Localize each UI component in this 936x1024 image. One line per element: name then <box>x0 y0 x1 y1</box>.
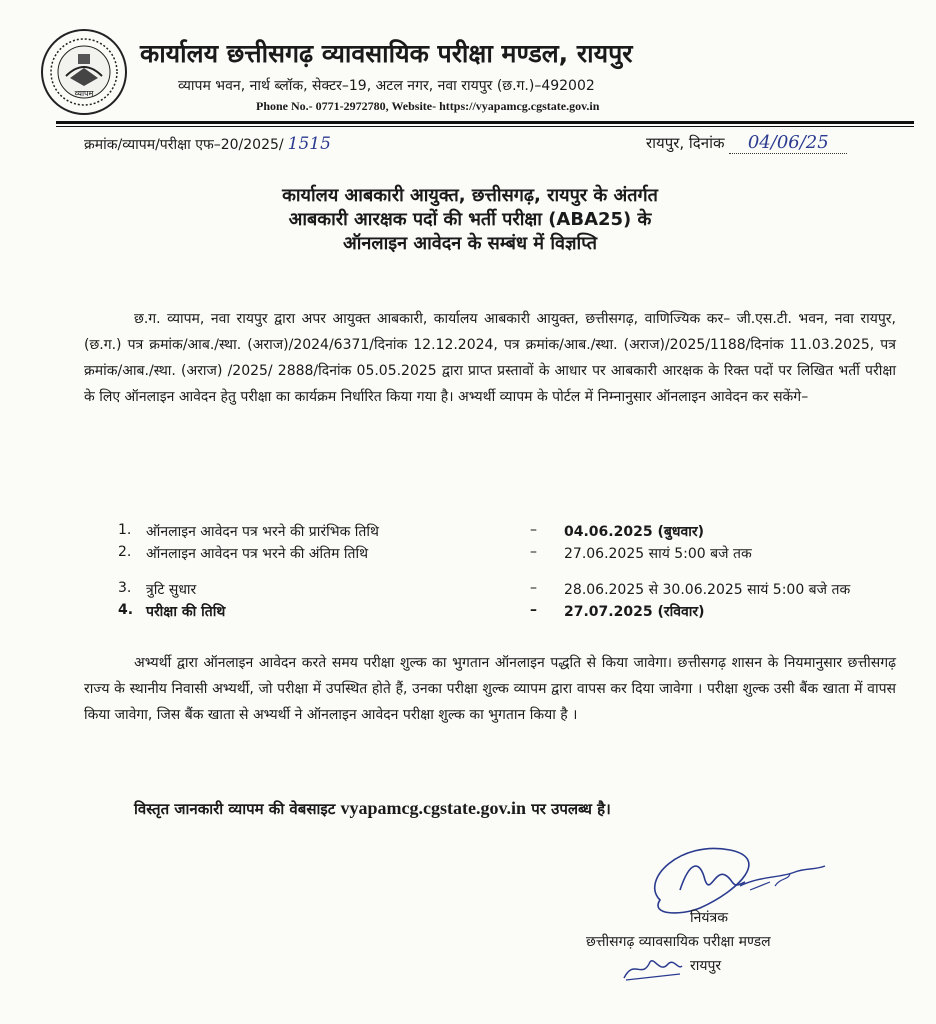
letterhead-divider-thick <box>56 121 914 124</box>
date-value-handwritten: 04/06/25 <box>729 132 847 154</box>
organization-title: कार्यालय छत्तीसगढ़ व्यावसायिक परीक्षा मण्डल, रायपुर <box>140 39 633 68</box>
intro-paragraph <box>84 306 896 410</box>
schedule-label: त्रुटि सुधार <box>146 582 197 598</box>
schedule-dash: – <box>530 580 537 596</box>
schedule-num: 1. <box>118 522 132 538</box>
signatory-title: नियंत्रक <box>690 910 728 926</box>
fee-paragraph <box>84 650 896 728</box>
vyapam-logo-seal <box>40 28 128 116</box>
website-info-line <box>134 798 611 819</box>
schedule-value: 27.06.2025 सायं 5:00 बजे तक <box>564 546 752 562</box>
website-link[interactable]: vyapamcg.cgstate.gov.in <box>340 798 526 818</box>
intro-paragraph-text: छ.ग. व्यापम, नवा रायपुर द्वारा अपर आयुक्त आबकारी, कार्यालय आबकारी आयुक्त, छत्तीसगढ़, वाणिज्यिक कर– जी.एस.टी. भवन, नवा रायपुर, (छ.ग.) पत्र क्रमांक/आब./स्था. (अराज)/2024/6371/दिनांक 12.12.2024, पत्र क्रमांक/आब./स्था. (अराज)/2025/1188/दिनांक 11.03.2025, पत्र क्रमांक/आब./स्था. (अराज) /2025/ 2888/दिनांक 05.05.2025 द्वारा प्राप्त प्रस्तावों के आधार पर आबकारी आरक्षक के रिक्त पदों पर लिखित भर्ती परीक्षा के लिए ऑनलाइन आवेदन हेतु परीक्षा का कार्यक्रम निर्धारित किया गया है। अभ्यर्थी व्यापम के पोर्टल में निम्नानुसार ऑनलाइन आवेदन कर सकेंगे– <box>84 311 896 405</box>
website-prefix: विस्तृत जानकारी व्यापम की वेबसाइट <box>134 800 336 818</box>
signatory-city: रायपुर <box>690 958 722 974</box>
organization-address: व्यापम भवन, नार्थ ब्लॉक, सेक्टर–19, अटल नगर, नवा रायपुर (छ.ग.)–492002 <box>178 78 595 94</box>
schedule-label: ऑनलाइन आवेदन पत्र भरने की प्रारंभिक तिथि <box>146 524 379 540</box>
date-label: रायपुर, दिनांक <box>646 134 725 152</box>
reference-number-handwritten: 1515 <box>287 134 331 154</box>
schedule-value: 04.06.2025 (बुधवार) <box>564 524 704 540</box>
notice-heading-line-2: आबकारी आरक्षक पदों की भर्ती परीक्षा (ABA25) के <box>288 209 652 230</box>
initials-signature <box>620 950 686 986</box>
schedule-value: 27.07.2025 (रविवार) <box>564 604 705 620</box>
schedule-value: 28.06.2025 से 30.06.2025 सायं 5:00 बजे तक <box>564 582 851 598</box>
reference-number <box>84 134 331 154</box>
signatory-organization: छत्तीसगढ़ व्यावसायिक परीक्षा मण्डल <box>586 934 771 950</box>
schedule-row <box>118 602 908 622</box>
schedule-num: 3. <box>118 580 132 596</box>
notice-heading-line-3: ऑनलाइन आवेदन के सम्बंध में विज्ञप्ति <box>342 233 597 254</box>
controller-signature <box>620 820 840 930</box>
letterhead-divider-thin <box>56 126 914 127</box>
organization-contact: Phone No.- 0771-2972780, Website- https://vyapamcg.cgstate.gov.in <box>256 99 600 113</box>
schedule-label: परीक्षा की तिथि <box>146 604 226 620</box>
reference-prefix: क्रमांक/व्यापम/परीक्षा एफ–20/2025/ <box>84 137 284 153</box>
schedule-num: 4. <box>118 602 134 618</box>
schedule-row <box>118 544 908 564</box>
notice-heading-line-1: कार्यालय आबकारी आयुक्त, छत्तीसगढ़, रायपुर के अंतर्गत <box>282 185 658 206</box>
schedule-dash: – <box>530 544 537 560</box>
fee-paragraph-text: अभ्यर्थी द्वारा ऑनलाइन आवेदन करते समय परीक्षा शुल्क का भुगतान ऑनलाइन पद्धति से किया जावेगा। छत्तीसगढ़ शासन के नियमानुसार छत्तीसगढ़ राज्य के स्थानीय निवासी अभ्यर्थी, जो परीक्षा में उपस्थित होते हैं, उनका परीक्षा शुल्क व्यापम द्वारा वापस कर दिया जावेगा । परीक्षा शुल्क उसी बैंक खाता में वापस किया जावेगा, जिस बैंक खाता से अभ्यर्थी ने ऑनलाइन आवेदन परीक्षा शुल्क का भुगतान किया है । <box>84 655 896 723</box>
schedule-row <box>118 522 908 542</box>
schedule-row <box>118 580 908 600</box>
schedule-label: ऑनलाइन आवेदन पत्र भरने की अंतिम तिथि <box>146 546 369 562</box>
schedule-dash: – <box>530 522 537 538</box>
schedule-num: 2. <box>118 544 132 560</box>
schedule-dash: – <box>530 602 537 618</box>
logo-text: व्यापम <box>74 89 94 98</box>
website-suffix: पर उपलब्ध है। <box>531 800 611 818</box>
issue-date <box>646 132 847 154</box>
